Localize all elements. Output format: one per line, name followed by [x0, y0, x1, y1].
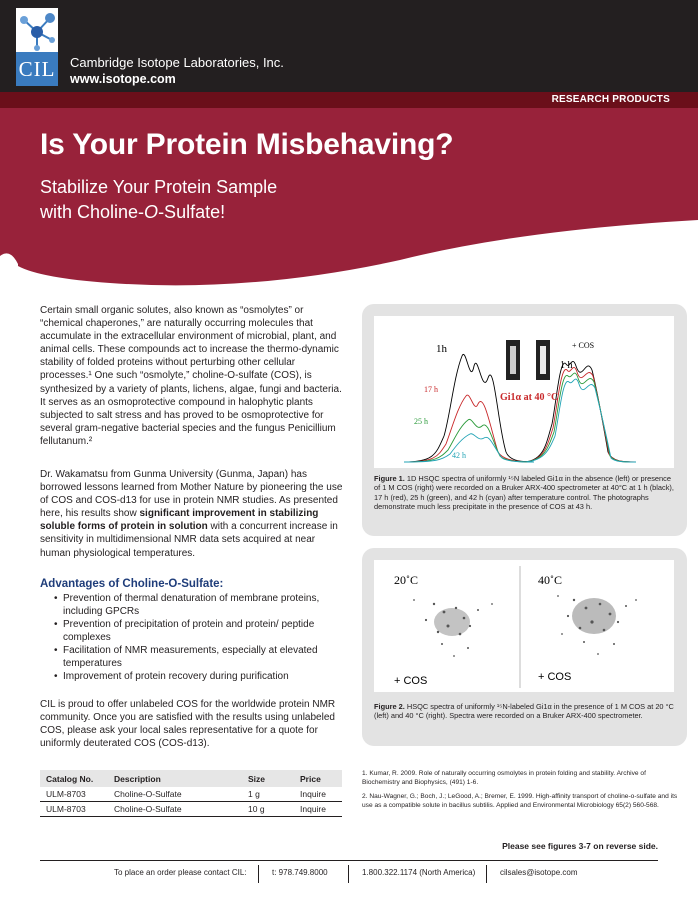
- figure-1-caption: [374, 474, 674, 512]
- figure-1-spectra: [374, 316, 674, 468]
- subtitle-line1: Stabilize Your Protein Sample: [40, 177, 278, 197]
- cil-logo: CIL: [16, 52, 58, 86]
- table-header: Description: [108, 770, 242, 787]
- label-40c: 40˚C: [538, 573, 562, 587]
- figure-2-panel: [362, 548, 687, 746]
- table-header: Catalog No.: [40, 770, 108, 787]
- label-20c: 20˚C: [394, 573, 418, 587]
- reverse-side-note: Please see figures 3-7 on reverse side.: [502, 841, 658, 851]
- table-cell: 1 g: [242, 787, 294, 802]
- label-1h: 1h: [436, 343, 447, 355]
- figure-2-caption-text: HSQC spectra of uniformly ¹⁵N-labeled Gi1α in the presence of 1 M COS at 20 °C (left) and 40 °C (right). Spectra were recorded on a Bruker ARX-400 spectrometer.: [374, 702, 674, 721]
- p2-text-a: Dr. Wakamatsu from Gunma University (Gunma, Japan) has borrowed lessons learned from Mother Nature by pioneering the use of COS and COS-d13 for use in protein NMR studies. As presented here, his results show: [40, 469, 343, 520]
- list-item: • Facilitation of NMR measurements, especially at elevated temperatures: [54, 644, 344, 670]
- molecule-logo-icon: [16, 8, 58, 52]
- company-url[interactable]: www.isotope.com: [70, 72, 176, 86]
- footer-separator: [258, 865, 259, 883]
- label-cos: + COS: [572, 341, 595, 350]
- page-title: Is Your Protein Misbehaving?: [40, 128, 454, 161]
- p2-text-c: with a concurrent increase in sensitivity in multidimensional NMR data sets acquired at near human physiological temperatures.: [40, 521, 338, 559]
- figure-2-spectra: [374, 560, 674, 692]
- label-25h: 25 h: [414, 417, 428, 426]
- table-cell: ULM-8703: [40, 802, 108, 817]
- offer-paragraph: [40, 698, 345, 750]
- table-cell: ULM-8703: [40, 787, 108, 802]
- figure-1-panel: [362, 304, 687, 536]
- table-cell: Choline-O-Sulfate: [108, 802, 242, 817]
- label-42h: 42 h: [452, 451, 466, 460]
- p2-text-bold: significant improvement in stabilizing soluble forms of protein in solution: [40, 508, 319, 533]
- category-label: RESEARCH PRODUCTS: [551, 94, 670, 105]
- label-17h: 17 h: [424, 385, 438, 394]
- footer-contact: To place an order please contact CIL:: [114, 868, 247, 877]
- table-row: [40, 802, 342, 817]
- footer-separator: [486, 865, 487, 883]
- subtitle-line2-o: O: [144, 202, 159, 222]
- figure-1-caption-text: 1D HSQC spectra of uniformly ¹⁵N labeled Gi1α in the absence (left) or presence of 1 M COS (right) were recorded on a Bruker ARX-400 spectrometer at 40°C at 1 h (black), 17 h (red), 25 h (green), and 42 h (cyan) after temperature control. The photographs demonstrate much less precipitate in the presence of COS at 43 h.: [374, 474, 674, 512]
- table-cell: Inquire: [294, 787, 342, 802]
- intro-text: Certain small organic solutes, also known as “osmolytes” or “chemical chaperones,” are naturally occurring molecules that accumulate in the extracellular environment of microbial, plant, and animal cells. These compounds act to increase the thermo-dynamic stability of folded proteins without perturbing other cellular processes.¹ One such “osmolyte,” choline-O-sulfate (COS), is synthesized by a variety of plants, lichens, algae, fungi and bacteria. It serves as an osmoprotective compound in halophytic plants subjected to salt stress and has proved to be osmoprotective for several gram-negative bacterial species and the fungus Penicillium fellutanum.²: [40, 305, 342, 447]
- footer-divider: [40, 860, 658, 861]
- figure-1-caption-label: Figure 1.: [374, 474, 405, 483]
- reference-item: 1. Kumar, R. 2009. Role of naturally occurring osmolytes in protein folding and stability. Archive of Biochemistry and Biophysics, (491) 1-6.: [362, 770, 646, 786]
- subtitle-line2-a: with Choline-: [40, 202, 145, 222]
- table-header: Size: [242, 770, 294, 787]
- advantages-list: [54, 592, 344, 683]
- label-gi1: Gi1α at 40 °C: [500, 392, 559, 403]
- table-row: [40, 787, 342, 802]
- advantages-heading: Advantages of Choline-O-Sulfate:: [40, 578, 224, 590]
- footer-email[interactable]: cilsales@isotope.com: [500, 868, 578, 877]
- wakamatsu-paragraph: [40, 468, 345, 560]
- table-cell: 10 g: [242, 802, 294, 817]
- company-name: Cambridge Isotope Laboratories, Inc.: [70, 55, 284, 70]
- offer-text: CIL is proud to offer unlabeled COS for the worldwide protein NMR community. Once you are satisfied with the results using unlabeled COS, please ask your local sales representative for a quote for uniformly deuterated COS (COS-d13).: [40, 699, 336, 750]
- footer-phone[interactable]: t: 978.749.8000: [272, 868, 328, 877]
- references: [362, 770, 682, 816]
- intro-paragraph: [40, 304, 345, 448]
- figure-2-caption: [374, 702, 674, 721]
- reference-item: 2. Nau-Wagner, G.; Boch, J.; LeGood, A.; Bremer, E. 1999. High-affinity transport of choline-o-sulfate and its use as a compatible solute in bacillus subtilis. Applied and Environmental Microbiology 65(2) 560-568.: [362, 793, 678, 809]
- list-item: • Prevention of precipitation of protein and protein/ peptide complexes: [54, 618, 344, 644]
- product-table: [40, 770, 342, 817]
- list-item: • Prevention of thermal denaturation of membrane proteins, including GPCRs: [54, 592, 344, 618]
- subtitle-line2-b: -Sulfate!: [158, 202, 226, 222]
- footer-toll-free[interactable]: 1.800.322.1174 (North America): [362, 868, 476, 877]
- footer-separator: [348, 865, 349, 883]
- page-footer: [40, 865, 658, 883]
- list-item: • Improvement of protein recovery during purification: [54, 670, 344, 683]
- label-cos-right: + COS: [538, 671, 572, 683]
- table-header: Price: [294, 770, 342, 787]
- label-1h-cos: 1 h: [560, 360, 573, 371]
- label-cos-left: + COS: [394, 675, 428, 687]
- table-cell: Choline-O-Sulfate: [108, 787, 242, 802]
- figure-2-caption-label: Figure 2.: [374, 702, 405, 711]
- table-cell: Inquire: [294, 802, 342, 817]
- page-subtitle: [40, 175, 460, 225]
